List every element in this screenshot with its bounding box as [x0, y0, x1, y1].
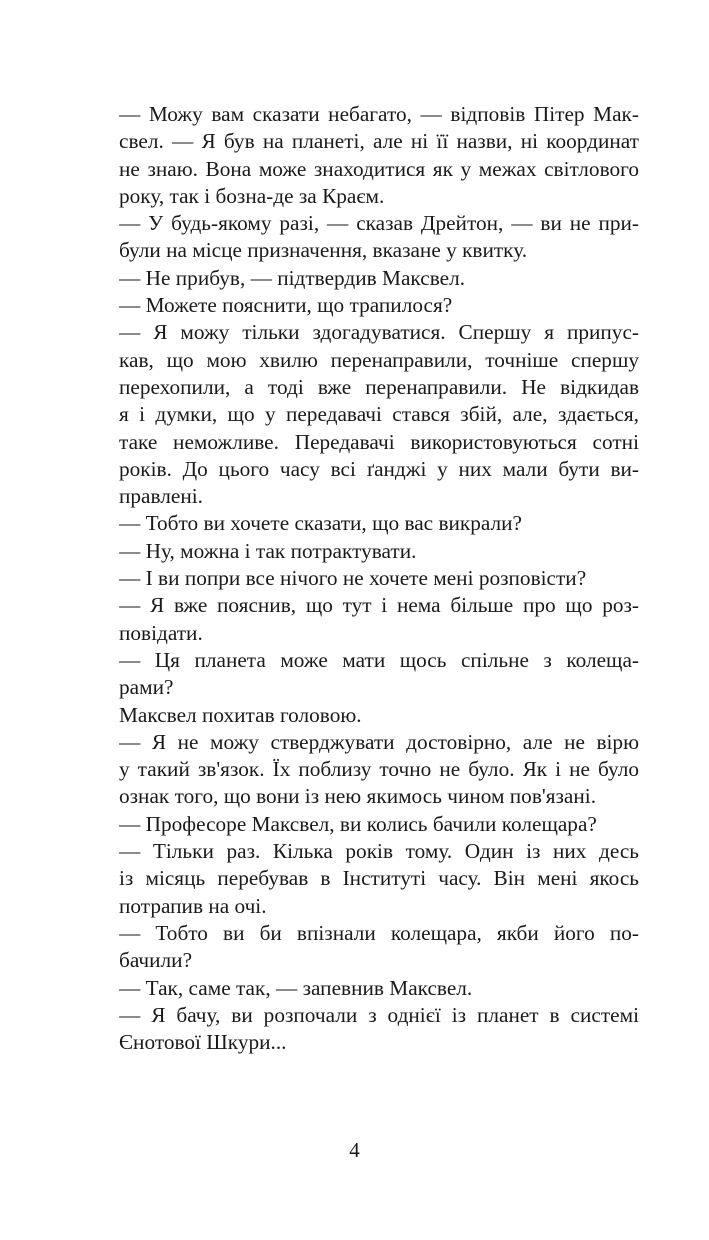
text-line: Єнотової Шкури...: [119, 1030, 287, 1055]
text-line: — Ця планета може мати щось спільне з колеща-: [119, 647, 639, 672]
text-line: у такий зв'язок. Їх поблизу точно не було. Як і не було: [119, 757, 639, 782]
text-line: — Я не можу стверджувати достовірно, але не вірю: [119, 729, 639, 754]
text-line: — Можу вам сказати небагато, — відповів Пітер Мак-: [119, 102, 639, 126]
text-line: року, так і бозна-де за Краєм.: [119, 183, 385, 208]
text-line: правлені.: [119, 484, 203, 509]
text-line: — Я можу тільки здогадуватися. Спершу я припус-: [119, 320, 639, 345]
text-line: рами?: [119, 675, 174, 700]
text-line: повідати.: [119, 620, 203, 645]
text-line: — Я вже пояснив, що тут і нема більше про що роз-: [119, 593, 639, 618]
text-line: — Професоре Максвел, ви колись бачили колещара?: [119, 811, 597, 836]
text-line: я і думки, що у передавачі стався збій, але, здається,: [119, 402, 639, 427]
body-text: [119, 101, 639, 1056]
text-line: були на місце призначення, вказане у квитку.: [119, 238, 528, 263]
text-line: із місяць перебував в Інституті часу. Він мені якось: [119, 866, 639, 891]
text-line: — Можете пояснити, що трапилося?: [119, 293, 453, 318]
text-line: таке неможливе. Передавачі використовуються сотні: [119, 429, 639, 454]
text-line: перехопили, а тоді вже перенаправили. Не відкидав: [119, 374, 639, 399]
text-line: — Тільки раз. Кілька років тому. Один із них десь: [119, 839, 639, 864]
text-line: — Так, саме так, — запевнив Максвел.: [119, 975, 473, 1000]
text-line: не знаю. Вона може знаходитися як у межах світлового: [119, 156, 639, 181]
text-line: Максвел похитав головою.: [119, 702, 362, 727]
text-line: — Ну, можна і так потрактувати.: [119, 538, 417, 563]
text-line: — Тобто ви би впізнали колещара, якби його по-: [119, 920, 639, 945]
text-line: років. До цього часу всі ґанджі у них мали бути ви-: [119, 456, 639, 481]
text-line: — У будь-якому разі, — сказав Дрейтон, — ви не при-: [119, 211, 639, 236]
text-line: ознак того, що вони із нею якимось чином пов'язані.: [119, 784, 597, 809]
page-number: 4: [349, 1138, 360, 1162]
text-line: кав, що мою хвилю перенаправили, точніше спершу: [119, 347, 639, 372]
text-line: — Тобто ви хочете сказати, що вас викрали?: [119, 511, 523, 536]
text-line: потрапив на очі.: [119, 893, 267, 918]
text-line: — Я бачу, ви розпочали з однієї із планет в системі: [119, 1002, 639, 1027]
text-line: бачили?: [119, 948, 193, 973]
text-line: — І ви попри все нічого не хочете мені розповісти?: [119, 566, 587, 591]
text-line: — Не прибув, — підтвердив Максвел.: [119, 265, 466, 290]
text-line: свел. — Я був на планеті, але ні її назви, ні координат: [119, 129, 639, 154]
